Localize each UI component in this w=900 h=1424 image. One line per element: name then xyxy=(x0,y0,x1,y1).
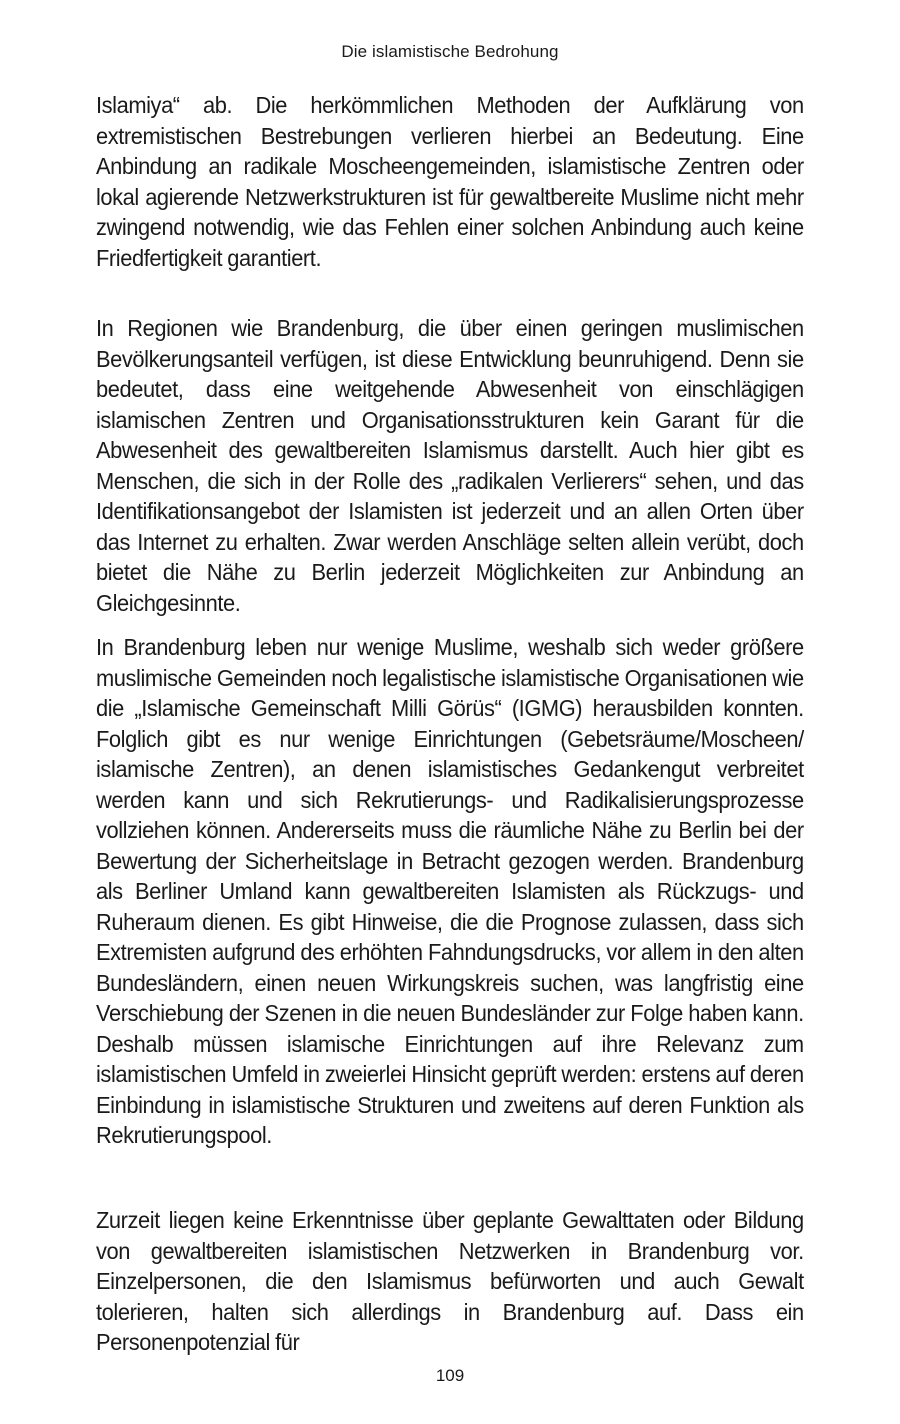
paragraph-4 xyxy=(96,1205,804,1358)
paragraph-2 xyxy=(96,313,804,618)
page-number: 109 xyxy=(435,1366,465,1385)
paragraph-1 xyxy=(96,90,804,273)
paragraph-1-text: Islamiya“ ab. Die herkömmlichen Methoden der Aufklärung von extremistischen Bestrebungen verlieren hierbei an Bedeutung. Eine Anbindung an radikale Moscheengemeinden, islamistische Zentren oder lokal agierende Netzwerkstrukturen ist für gewaltbereite Muslime nicht mehr zwingend notwendig, wie das Fehlen einer solchen Anbindung auch keine Friedfertigkeit garantiert. xyxy=(96,92,804,271)
paragraph-4-text: Zurzeit liegen keine Erkenntnisse über geplante Gewalttaten oder Bildung von gewaltbereiten islamistischen Netzwerken in Brandenburg vor. Einzelpersonen, die den Islamismus befürworten und auch Gewalt tolerieren, halten sich allerdings in Brandenburg auf. Dass ein Personenpotenzial für xyxy=(96,1207,804,1355)
running-header: Die islamistische Bedrohung xyxy=(341,42,559,61)
paragraph-3 xyxy=(96,632,804,1151)
paragraph-3-text: In Brandenburg leben nur wenige Muslime, weshalb sich weder größere muslimische Gemeinden noch legalistische islamistische Organisationen wie die „Islamische Gemeinschaft Milli Görüs“ (IGMG) herausbilden konnten. Folglich gibt es nur wenige Einrichtungen (Gebetsräume/Moscheen/ islamische Zentren), an denen islamistisches Gedankengut verbreitet werden kann und sich Rekrutierungs- und Radikalisierungsprozesse vollziehen können. Andererseits muss die räumliche Nähe zu Berlin bei der Bewertung der Sicherheitslage in Betracht gezogen werden. Brandenburg als Berliner Umland kann gewaltbereiten Islamisten als Rückzugs- und Ruheraum dienen. Es gibt Hinweise, die die Prognose zulassen, dass sich Extremisten aufgrund des erhöhten Fahndungsdrucks, vor allem in den alten Bundesländern, einen neuen Wirkungskreis suchen, was langfristig eine Verschiebung der Szenen in die neuen Bundesländer zur Folge haben kann. Deshalb müssen islamische Einrichtungen auf ihre Relevanz zum islamistischen Umfeld in zweierlei Hinsicht geprüft werden: erstens auf deren Einbindung in islamistische Strukturen und zweitens auf deren Funktion als Rekrutierungspool. xyxy=(96,634,804,1148)
paragraph-2-text: In Regionen wie Brandenburg, die über einen geringen muslimischen Bevölkerungsanteil verfügen, ist diese Entwicklung beunruhigend. Denn sie bedeutet, dass eine weitgehende Abwesenheit von einschlägigen islamischen Zentren und Organisationsstrukturen kein Garant für die Abwesenheit des gewaltbereiten Islamismus darstellt. Auch hier gibt es Menschen, die sich in der Rolle des „radikalen Verlierers“ sehen, und das Identifikationsangebot der Islamisten ist jederzeit und an allen Orten über das Internet zu erhalten. Zwar werden Anschläge selten allein verübt, doch bietet die Nähe zu Berlin jederzeit Möglichkeiten zur Anbindung an Gleichgesinnte. xyxy=(96,315,804,616)
